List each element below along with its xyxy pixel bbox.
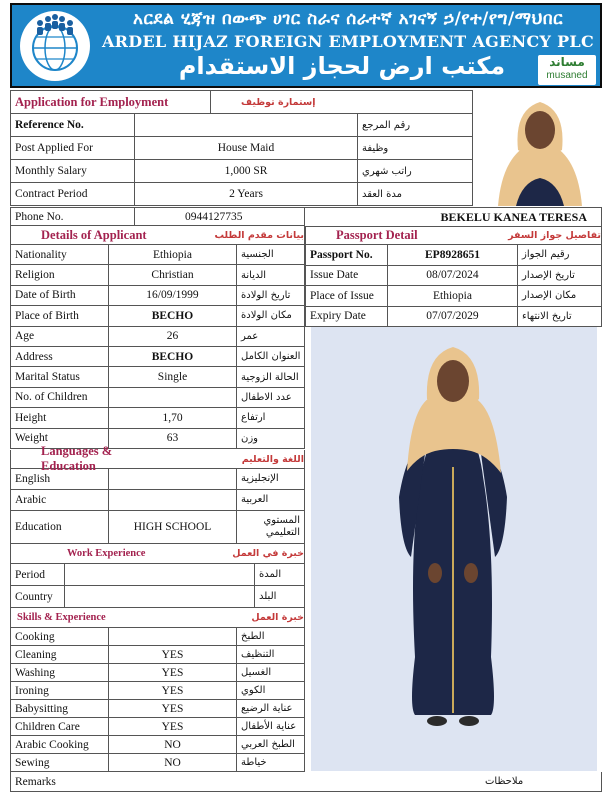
applicant-label: Marital Status: [11, 367, 109, 386]
skills-row: [10, 664, 305, 682]
application-label: Post Applied For: [11, 137, 135, 159]
applicant-title: Details of Applicant: [41, 227, 147, 242]
application-value: House Maid: [135, 137, 358, 159]
applicant-value: Single: [109, 367, 237, 386]
passport-label-arabic: تاريخ الإصدار: [522, 269, 575, 281]
applicant-section-title: [10, 226, 305, 245]
application-row: [10, 137, 473, 160]
header-amharic-name: አርደል ሂጃዝ በውጭ ሀገር ስራና ሰራተኛ አገናኝ ኃ/የተ/የግ/ማህበር: [133, 9, 563, 29]
applicant-row: [10, 245, 305, 265]
work-value: [65, 564, 255, 585]
phone-value: 0944127735: [185, 210, 243, 223]
applicant-label-arabic: عمر: [241, 330, 259, 342]
skills-label-arabic: خياطة: [241, 757, 267, 768]
applicant-row: [10, 327, 305, 347]
phone-row: [10, 207, 305, 226]
applicant-label: Date of Birth: [11, 286, 109, 305]
applicant-label: Age: [11, 327, 109, 346]
applicant-label-arabic: وزن: [241, 432, 259, 444]
musaned-logo: [538, 55, 596, 85]
passport-label: Place of Issue: [306, 286, 388, 306]
passport-row: [305, 286, 602, 307]
musaned-logo-english: musaned: [546, 70, 588, 81]
application-label: Contract Period: [11, 183, 135, 205]
header-arabic-name: مكتب ارض لحجاز الاستقدام: [178, 52, 506, 80]
languages-label: Arabic: [11, 490, 109, 510]
portrait-photo: [478, 90, 602, 206]
skills-label: Cleaning: [11, 646, 109, 663]
remarks-label-arabic: ملاحظات: [485, 776, 524, 787]
passport-label-arabic: رقيم الجواز: [522, 249, 570, 261]
applicant-label: Place of Birth: [11, 306, 109, 325]
skills-value: NO: [109, 754, 237, 771]
applicant-value: Ethiopia: [109, 245, 237, 264]
skills-row: [10, 754, 305, 772]
languages-section-title: [10, 444, 305, 473]
passport-value: EP8928651: [388, 245, 518, 265]
skills-label: Washing: [11, 664, 109, 681]
skills-label-arabic: الكوي: [241, 685, 266, 696]
applicant-label-arabic: تاريخ الولادة: [241, 289, 291, 301]
skills-value: YES: [109, 664, 237, 681]
application-value: 2 Years: [135, 183, 358, 205]
applicant-value: 16/09/1999: [109, 286, 237, 305]
applicant-label-arabic: ارتفاع: [241, 412, 266, 424]
languages-value: [109, 490, 237, 510]
full-body-photo-image: [311, 327, 597, 771]
skills-row: [10, 700, 305, 718]
skills-section-title: [10, 608, 305, 628]
application-label-arabic: رقم المرجع: [362, 119, 411, 131]
skills-label-arabic: الغسيل: [241, 667, 272, 678]
applicant-value: BECHO: [109, 306, 237, 325]
skills-value: YES: [109, 718, 237, 735]
passport-label: Issue Date: [306, 266, 388, 286]
languages-value: HIGH SCHOOL: [109, 511, 237, 543]
passport-title-arabic: تفاصيل جواز السفر: [508, 230, 601, 241]
passport-label: Expiry Date: [306, 307, 388, 327]
application-label: Monthly Salary: [11, 160, 135, 182]
skills-title-arabic: خبرة العمل: [251, 612, 304, 623]
skills-label-arabic: عناية الرضيع: [241, 703, 293, 714]
languages-row: [10, 469, 305, 490]
passport-section-title: [305, 226, 602, 245]
work-row: [10, 586, 305, 608]
languages-row: [10, 490, 305, 511]
applicant-row: [10, 367, 305, 387]
phone-label: Phone No.: [11, 208, 135, 225]
applicant-label-arabic: مكان الولادة: [241, 310, 292, 322]
application-row: [10, 114, 473, 137]
skills-row: [10, 736, 305, 754]
skills-label-arabic: الطبخ: [241, 631, 265, 642]
application-label: Reference No.: [11, 114, 135, 136]
applicant-row: [10, 306, 305, 326]
full-body-photo: [311, 327, 597, 771]
agency-header-banner: [10, 3, 602, 88]
passport-label-arabic: مكان الإصدار: [522, 290, 577, 302]
passport-row: [305, 245, 602, 266]
passport-label-arabic: تاريخ الانتهاء: [522, 310, 572, 322]
applicant-label: Nationality: [11, 245, 109, 264]
application-row: [10, 160, 473, 183]
applicant-label: Religion: [11, 265, 109, 284]
applicant-label-arabic: العنوان الكامل: [241, 351, 301, 363]
globe-people-logo-icon: [18, 9, 92, 83]
application-label-arabic: وظيفة: [362, 142, 389, 154]
portrait-photo-image: [478, 90, 602, 206]
application-title: Application for Employment: [11, 91, 211, 113]
skills-label: Sewing: [11, 754, 109, 771]
applicant-label: Weight: [11, 429, 109, 448]
applicant-value: Christian: [109, 265, 237, 284]
applicant-row: [10, 347, 305, 367]
languages-label: English: [11, 469, 109, 489]
work-row: [10, 564, 305, 586]
applicant-label-arabic: الجنسية: [241, 249, 274, 261]
applicant-label: No. of Children: [11, 388, 109, 407]
skills-label-arabic: الطبخ العربي: [241, 739, 295, 750]
remarks-row: [10, 772, 602, 792]
applicant-row: [10, 286, 305, 306]
applicant-value: BECHO: [109, 347, 237, 366]
languages-label-arabic: الإنجليزية: [241, 473, 279, 484]
languages-label-arabic: المستوي التعليمي: [263, 515, 300, 538]
skills-value: NO: [109, 736, 237, 753]
applicant-value: 63: [109, 429, 237, 448]
applicant-label: Address: [11, 347, 109, 366]
passport-value: Ethiopia: [388, 286, 518, 306]
languages-label-arabic: العربية: [241, 494, 269, 505]
languages-value: [109, 469, 237, 489]
skills-label: Arabic Cooking: [11, 736, 109, 753]
skills-row: [10, 718, 305, 736]
application-label-arabic: راتب شهري: [362, 165, 412, 177]
skills-label-arabic: عناية الأطفال: [241, 721, 297, 732]
languages-label: Education: [11, 511, 109, 543]
work-section-title: [10, 544, 305, 564]
work-label: Country: [11, 586, 65, 607]
skills-label: Cooking: [11, 628, 109, 645]
skills-label-arabic: التنظيف: [241, 649, 275, 660]
passport-row: [305, 307, 602, 328]
skills-value: YES: [109, 700, 237, 717]
application-title-row: [10, 90, 473, 114]
applicant-label-arabic: عدد الاطفال: [241, 391, 292, 403]
languages-title-arabic: اللغة والتعليم: [241, 453, 304, 465]
work-value: [65, 586, 255, 607]
application-title-arabic: إستمارة توظيف: [241, 96, 316, 108]
applicant-label-arabic: الحالة الزوجية: [241, 371, 299, 383]
applicant-row: [10, 265, 305, 285]
work-label-arabic: البلد: [259, 591, 277, 602]
work-label-arabic: المدة: [259, 569, 282, 580]
skills-row: [10, 646, 305, 664]
passport-value: 08/07/2024: [388, 266, 518, 286]
application-value: 1,000 SR: [135, 160, 358, 182]
applicant-label-arabic: الديانة: [241, 269, 267, 281]
passport-title: Passport Detail: [336, 228, 418, 242]
skills-title: Skills & Experience: [17, 612, 106, 623]
languages-title: Languages & Education: [41, 444, 113, 473]
applicant-value: 26: [109, 327, 237, 346]
languages-row: [10, 511, 305, 544]
skills-label: Children Care: [11, 718, 109, 735]
skills-label: Ironing: [11, 682, 109, 699]
applicant-row: [10, 388, 305, 408]
header-english-name: ARDEL HIJAZ FOREIGN EMPLOYMENT AGENCY PLC: [101, 32, 595, 51]
candidate-name: BEKELU KANEA TERESA: [305, 207, 602, 226]
application-value: [135, 114, 358, 136]
skills-value: [109, 628, 237, 645]
skills-row: [10, 682, 305, 700]
work-label: Period: [11, 564, 65, 585]
skills-label: Babysitting: [11, 700, 109, 717]
skills-value: YES: [109, 682, 237, 699]
work-title-arabic: خبرة في العمل: [232, 548, 304, 559]
remarks-label: Remarks: [15, 775, 56, 788]
application-label-arabic: مدة العقد: [362, 188, 402, 200]
skills-row: [10, 628, 305, 646]
passport-value: 07/07/2029: [388, 307, 518, 327]
musaned-logo-arabic: مساند: [549, 55, 585, 69]
applicant-label: Height: [11, 408, 109, 427]
application-row: [10, 183, 473, 206]
applicant-title-arabic: بيانات مقدم الطلب: [214, 229, 304, 241]
applicant-value: 1,70: [109, 408, 237, 427]
applicant-value: [109, 388, 237, 407]
passport-label: Passport No.: [306, 245, 388, 265]
skills-value: YES: [109, 646, 237, 663]
applicant-row: [10, 408, 305, 428]
passport-row: [305, 266, 602, 287]
work-title: Work Experience: [67, 548, 146, 559]
